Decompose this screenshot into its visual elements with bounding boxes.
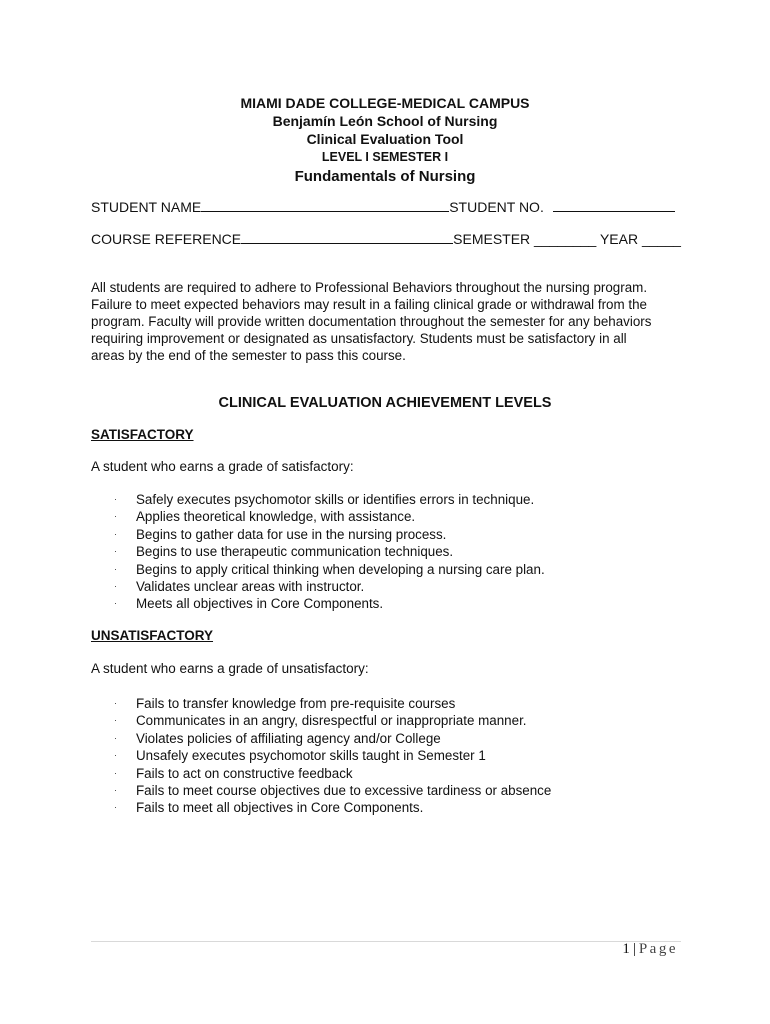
course-reference-blank[interactable] [241,229,453,244]
bullet-icon: · [114,784,117,795]
level-semester: LEVEL I SEMESTER I [321,150,449,164]
intro-paragraph [91,279,681,364]
unsatisfactory-list [114,695,551,817]
course-reference-label: COURSE REFERENCE [91,231,242,247]
paragraph-line: program. Faculty will provide written documentation throughout the semester for any behaviors [91,314,652,329]
course-title: Fundamentals of Nursing [294,168,476,185]
list-item: · Safely executes psychomotor skills or identifies errors in technique. [114,492,535,507]
satisfactory-heading: SATISFACTORY [91,427,194,442]
document-header [0,94,770,188]
bullet-icon: · [114,698,117,708]
list-item: · Unsafely executes psychomotor skills taught in Semester 1 [114,748,486,764]
bullet-icon: · [114,528,117,539]
list-item: · Fails to act on constructive feedback [114,765,353,781]
semester-year-label: SEMESTER ________ YEAR _____ [453,231,681,247]
bullet-icon: · [114,580,117,591]
satisfactory-intro: A student who earns a grade of satisfactory: [91,459,354,474]
school-name: Benjamín León School of Nursing [272,113,498,129]
bullet-icon: · [114,732,117,743]
bullet-icon: · [114,494,117,504]
unsatisfactory-heading: UNSATISFACTORY [91,628,214,643]
bullet-icon: · [114,563,117,574]
tool-title: Clinical Evaluation Tool [306,131,464,147]
list-item: · Validates unclear areas with instructor. [114,578,365,594]
bullet-icon: · [114,715,117,726]
list-item: · Meets all objectives in Core Components. [114,596,384,612]
list-item: · Violates policies of affiliating agency and/or College [114,730,441,746]
bullet-icon: · [114,767,117,778]
footer-divider [91,941,681,942]
paragraph-line: All students are required to adhere to Professional Behaviors throughout the nursing program. [91,280,648,295]
course-info-row [91,229,681,247]
paragraph-line: requiring improvement or designated as unsatisfactory. Students must be satisfactory in all [91,331,627,346]
bullet-icon: · [114,750,117,761]
student-name-blank[interactable] [201,197,449,212]
page-separator: | [632,941,636,957]
bullet-icon: · [114,598,117,609]
unsatisfactory-intro: A student who earns a grade of unsatisfactory: [91,661,369,676]
bullet-icon: · [114,546,117,557]
list-item: · Begins to use therapeutic communication techniques. [114,544,454,560]
list-item: · Applies theoretical knowledge, with assistance. [114,509,416,525]
list-item: · Begins to gather data for use in the nursing process. [114,526,447,542]
page-number: 1 [622,941,630,957]
student-no-label: STUDENT NO. [449,199,544,215]
paragraph-line: areas by the end of the semester to pass this course. [91,348,406,363]
list-item: · Fails to meet all objectives in Core Components. [114,800,424,816]
bullet-icon: · [114,511,117,522]
page-label: Page [638,941,678,957]
list-item: · Communicates in an angry, disrespectful or inappropriate manner. [114,713,527,729]
list-item: · Fails to meet course objectives due to excessive tardiness or absence [114,782,552,798]
achievement-levels-title: CLINICAL EVALUATION ACHIEVEMENT LEVELS [218,395,552,411]
student-name-label: STUDENT NAME [91,199,202,215]
list-item: · Begins to apply critical thinking when developing a nursing care plan. [114,561,545,577]
list-item: · Fails to transfer knowledge from pre-requisite courses [114,696,456,711]
bullet-icon: · [114,802,117,813]
student-info-row [91,197,675,215]
student-no-blank[interactable] [553,197,675,212]
college-name: MIAMI DADE COLLEGE-MEDICAL CAMPUS [240,95,530,111]
paragraph-line: Failure to meet expected behaviors may result in a failing clinical grade or withdrawal from the [91,297,647,312]
satisfactory-list [114,491,545,613]
page-footer [622,941,678,958]
